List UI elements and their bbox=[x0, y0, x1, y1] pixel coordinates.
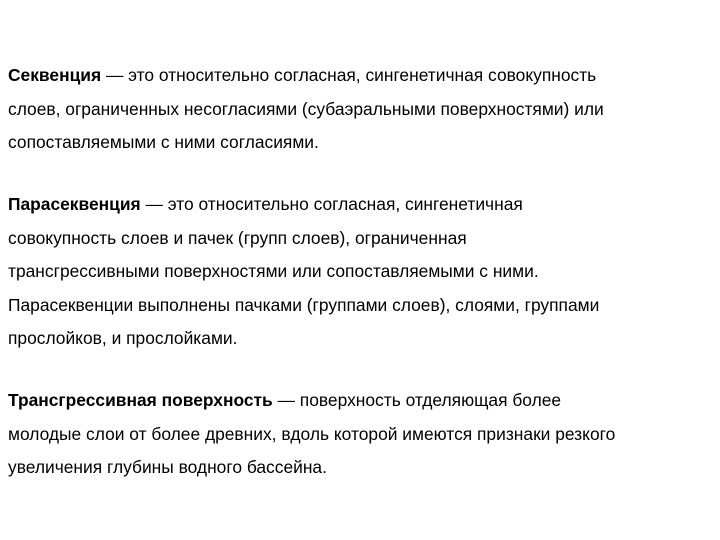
definition-line: молодые слои от более древних, вдоль которой имеются признаки резкого bbox=[8, 423, 616, 444]
definition-term: Трансгрессивная поверхность bbox=[8, 390, 273, 410]
definition-line bbox=[8, 188, 714, 222]
definition-line: увеличения глубины водного бассейна. bbox=[8, 457, 327, 478]
definition-line bbox=[8, 384, 714, 418]
definition-line: прослойков, и прослойками. bbox=[8, 328, 238, 349]
definition-line: трансгрессивными поверхностями или сопоставляемыми с ними. bbox=[8, 261, 539, 282]
definition-parasequence bbox=[8, 188, 714, 356]
definition-line: совокупность слоев и пачек (групп слоев), ограниченная bbox=[8, 227, 467, 248]
definition-term: Секвенция bbox=[8, 65, 102, 85]
definition-term: Парасеквенция bbox=[8, 194, 141, 214]
definition-line: слоев, ограниченных несогласиями (субаэральными поверхностями) или bbox=[8, 98, 604, 119]
definition-text: — поверхность отделяющая более bbox=[272, 390, 562, 410]
definition-text: — это относительно согласная, сингенетичная bbox=[140, 194, 523, 214]
definition-line bbox=[8, 59, 714, 93]
definition-line: сопоставляемыми с ними согласиями. bbox=[8, 132, 319, 153]
definition-sequence bbox=[8, 59, 714, 160]
definition-line: Парасеквенции выполнены пачками (группами слоев), слоями, группами bbox=[8, 294, 600, 315]
definition-text: — это относительно согласная, сингенетичная совокупность bbox=[101, 65, 597, 85]
definition-transgressive-surface bbox=[8, 384, 714, 485]
